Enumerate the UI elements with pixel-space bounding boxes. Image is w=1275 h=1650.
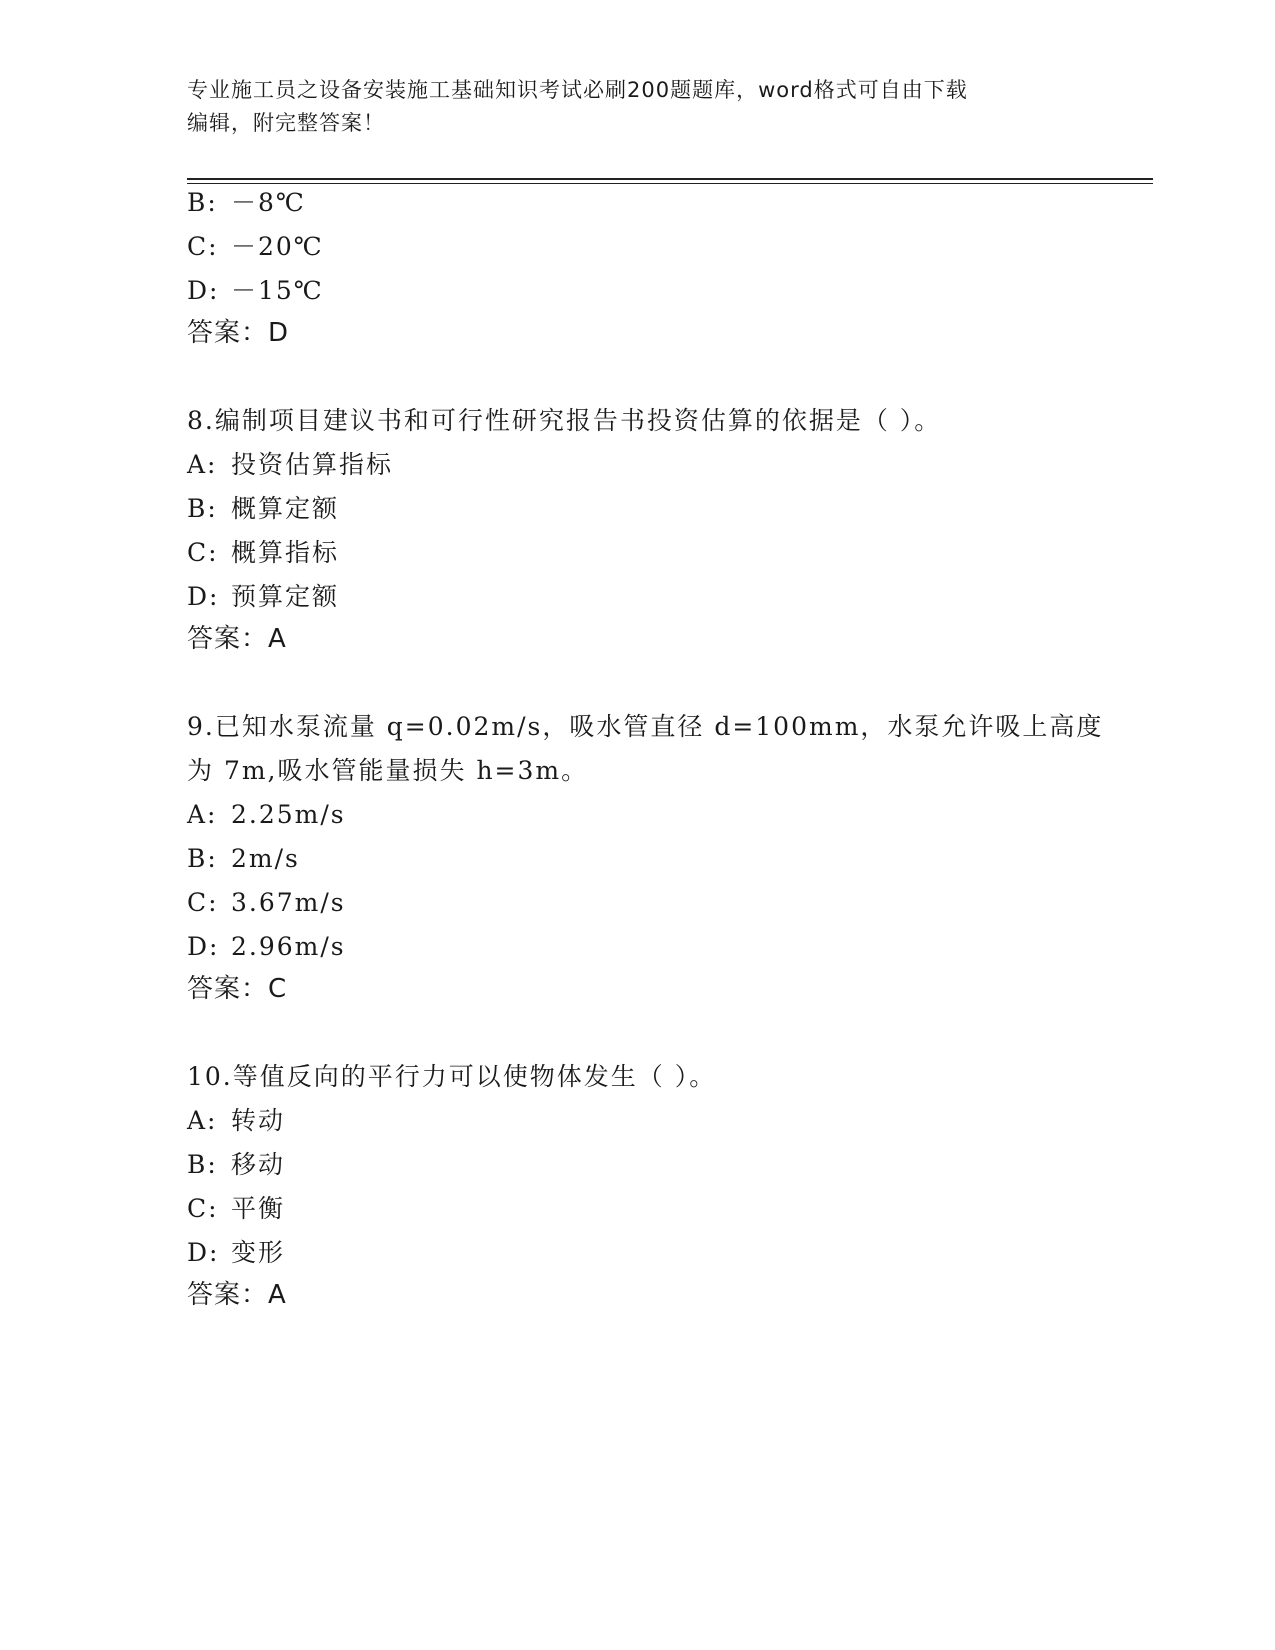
header-divider-thick [187, 178, 1153, 180]
header-title-line-1: 专业施工员之设备安装施工基础知识考试必刷200题题库，word格式可自由下载 [187, 78, 968, 102]
option-text: 平衡 [231, 1194, 286, 1223]
q9-question-line-2: 为 7m,吸水管能量损失 h=3m。 [187, 756, 589, 785]
q8-option-a [187, 450, 393, 480]
option-label: B: [187, 188, 218, 217]
header-title-line-2: 编辑，附完整答案！ [187, 111, 385, 135]
q7-option-b [187, 188, 306, 218]
option-label: B: [187, 494, 218, 523]
option-text: 概算定额 [231, 494, 340, 523]
option-label: B: [187, 1150, 218, 1179]
option-text: 预算定额 [231, 582, 340, 611]
option-text: －15℃ [231, 276, 324, 305]
q10-option-c [187, 1194, 285, 1224]
option-label: D: [187, 1238, 220, 1267]
q8-option-d [187, 582, 339, 612]
document-header [187, 74, 1087, 140]
q8-option-b [187, 494, 339, 524]
q9-option-a [187, 800, 346, 830]
option-label: C: [187, 232, 219, 261]
q10-answer: 答案：A [187, 1280, 287, 1310]
q10-option-b [187, 1150, 285, 1180]
q10-question: 10.等值反向的平行力可以使物体发生（ ）。 [187, 1062, 717, 1091]
header-divider-thin [187, 183, 1153, 184]
option-text: －8℃ [231, 188, 306, 217]
q10-option-d [187, 1238, 285, 1268]
option-label: A: [187, 1106, 218, 1135]
option-text: 概算指标 [231, 538, 340, 567]
q10-option-a [187, 1106, 285, 1136]
option-label: A: [187, 450, 218, 479]
q8-question: 8.编制项目建议书和可行性研究报告书投资估算的依据是（ ）。 [187, 406, 942, 435]
q9-option-d [187, 932, 346, 962]
option-text: 转动 [231, 1106, 286, 1135]
q9-answer: 答案：C [187, 974, 288, 1004]
q8-option-c [187, 538, 339, 568]
option-label: C: [187, 888, 219, 917]
option-text: －20℃ [231, 232, 324, 261]
option-text: 投资估算指标 [231, 450, 394, 479]
q9-question-line-1: 9.已知水泵流量 q=0.02m/s，吸水管直径 d=100mm，水泵允许吸上高度 [187, 712, 1104, 741]
option-label: A: [187, 800, 218, 829]
option-label: D: [187, 276, 220, 305]
option-text: 3.67m/s [231, 888, 346, 917]
option-text: 2.96m/s [231, 932, 346, 961]
option-text: 2m/s [231, 844, 300, 873]
q9-option-c [187, 888, 346, 918]
option-text: 变形 [231, 1238, 286, 1267]
option-label: D: [187, 932, 220, 961]
option-text: 2.25m/s [231, 800, 346, 829]
option-label: C: [187, 538, 219, 567]
q8-answer: 答案：A [187, 624, 287, 654]
option-label: B: [187, 844, 218, 873]
q7-answer: 答案：D [187, 318, 290, 348]
option-label: D: [187, 582, 220, 611]
q9-option-b [187, 844, 300, 874]
q7-option-d [187, 276, 324, 306]
option-text: 移动 [231, 1150, 286, 1179]
option-label: C: [187, 1194, 219, 1223]
q7-option-c [187, 232, 324, 262]
